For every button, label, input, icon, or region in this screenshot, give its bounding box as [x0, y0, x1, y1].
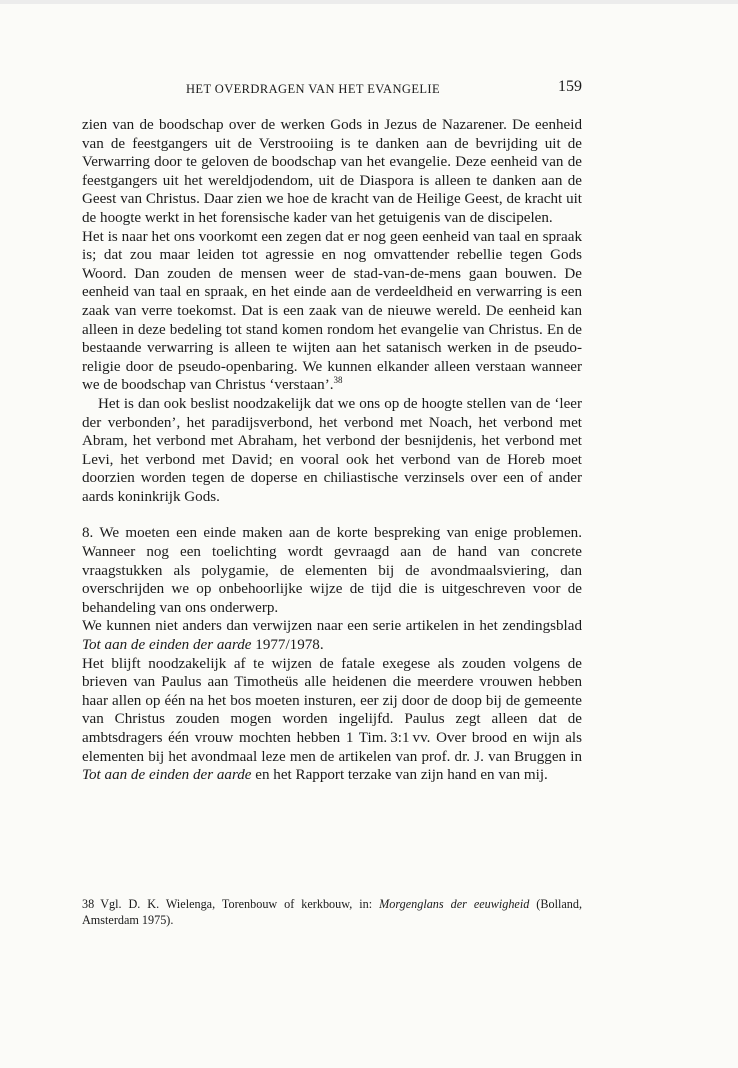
- scan-edge: [0, 0, 738, 4]
- page-number: 159: [558, 78, 582, 95]
- paragraph-5-text-a: We kunnen niet anders dan verwijzen naar een serie artikelen in het zendingsblad: [82, 618, 582, 635]
- footnote-number: 38: [82, 897, 95, 911]
- magazine-title: Tot aan de einden der aarde: [82, 637, 252, 654]
- paragraph-4: [82, 524, 582, 617]
- footnote-text-b: (Bolland, Amsterdam 1975).: [82, 897, 582, 927]
- footnotes: [82, 896, 582, 928]
- running-title: HET OVERDRAGEN VAN HET EVANGELIE: [186, 82, 440, 96]
- paragraph-2-text: Het is naar het ons voorkomt een zegen dat er nog geen eenheid van taal en spraak is; dat zou maar leiden tot agressie en nog omvattender rebellie tegen Gods Woord. Dan zouden de mensen weer de stad-van-de-mens gaan bouwen. De eenheid van taal en spraak, en het einde aan de verdeeldheid en verwarring is een zaak van verre toekomst. Dat is een zaak van de nieuwe wereld. De eenheid kan alleen in deze bedeling tot stand komen rondom het evangelie van Christus. En de bestaande verwarring is alleen te wijten aan het satanisch werken in de pseudo-religie door de pseudo-openbaring. We kunnen elkander alleen verstaan wanneer we de boodschap van Christus ‘verstaan’.: [82, 228, 582, 394]
- running-header: [82, 78, 602, 102]
- paragraph-3: Het is dan ook beslist noodzakelijk dat we ons op de hoogte stellen van de ‘leer der verbonden’, het paradijsverbond, het verbond met Noach, het verbond met Abram, het verbond met Abraham, het verbond der besnijdenis, het verbond met Levi, het verbond met David; en vooral ook het verbond van de Horeb moet doorzien worden tegen de doperse en chiliastische verzinsels over een of ander aards koninkrijk Gods.: [82, 395, 582, 505]
- footnote-reference[interactable]: 38: [333, 375, 343, 386]
- paragraph-1: zien van de boodschap over de werken Gods in Jezus de Nazarener. De eenheid van de feestgangers uit de Verstrooiing is te danken aan de bevrijding uit de Verwarring door te geloven de boodschap van het evangelie. Deze eenheid van de feestgangers uit het wereldjodendom, uit de Diaspora is alleen te danken aan de Geest van Christus. Daar zien we hoe de kracht van de Heilige Geest, de kracht uit de hoogte werkt in het forensische kader van het getuigenis van de discipelen.: [82, 117, 582, 226]
- magazine-title-2: Tot aan de einden der aarde: [82, 767, 252, 784]
- paragraph-4-text: We moeten een einde maken aan de korte bespreking van enige problemen. Wanneer nog een toelichting wordt gevraagd aan de hand van concrete vraagstukken als polygamie, de elementen bij de avondmaalsviering, dan overschrijden we op onbehoorlijke wijze de tijd die is uitgeschreven voor de behandeling van ons onderwerp.: [82, 525, 582, 616]
- footnote-book-title: Morgenglans der eeuwigheid: [379, 897, 530, 911]
- footnote-38: [82, 896, 582, 928]
- paragraph-2: [82, 228, 582, 395]
- paragraph-6-text-b: en het Rapport terzake van zijn hand en van mij.: [251, 767, 548, 784]
- main-text: [82, 116, 582, 785]
- paragraph-6-text-a: Het blijft noodzakelijk af te wijzen de fatale exegese als zouden volgens de brieven van Paulus aan Timotheüs alle heidenen die meerdere vrouwen hebben haar allen op één na het bos moeten insturen, eer zij door de doop bij de gemeente van Christus zouden mogen worden ingelijfd. Paulus zegt alleen dat de ambtsdragers één vrouw mochten hebben 1 Tim. 3:1 vv. Over brood en wijn als elementen bij het avondmaal leze men de artikelen van prof. dr. J. van Bruggen in: [82, 655, 582, 765]
- paragraph-6: [82, 655, 582, 785]
- paragraph-5-text-b: 1977/1978.: [251, 637, 324, 654]
- footnote-text-a: Vgl. D. K. Wielenga, Torenbouw of kerkbouw, in:: [100, 897, 380, 911]
- paragraph-5: [82, 617, 582, 654]
- section-number: 8.: [82, 525, 94, 542]
